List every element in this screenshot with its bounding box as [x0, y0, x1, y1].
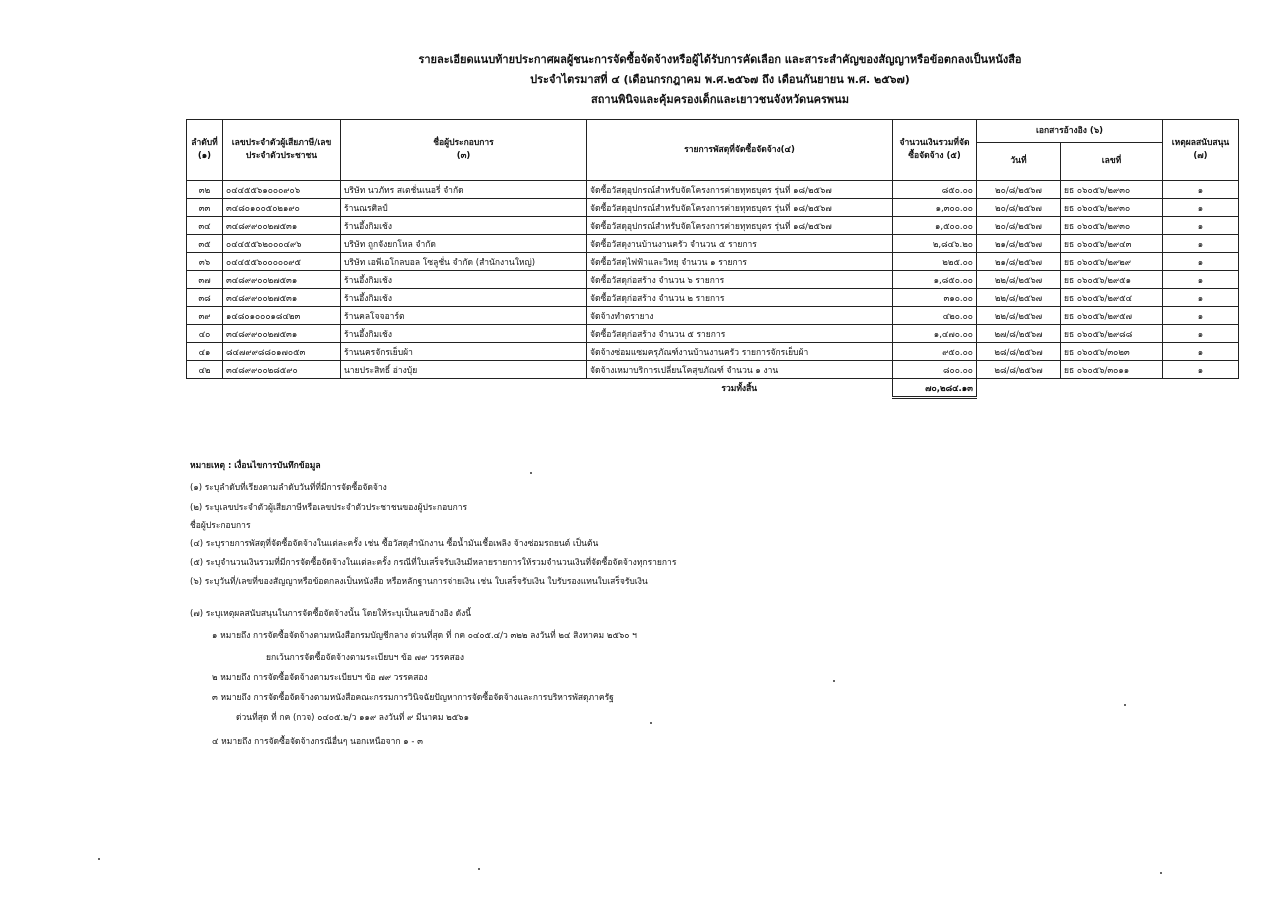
document-period: ประจำไตรมาสที่ ๔ (เดือนกรกฎาคม พ.ศ.๒๕๖๗ ถึง เดือนกันยายน พ.ศ. ๒๕๖๗) [530, 73, 910, 86]
table-row [187, 235, 1239, 253]
row-reason: ๑ [1163, 289, 1239, 307]
row-item: จัดซื้อวัสดุก่อสร้าง จำนวน ๕ รายการ [587, 325, 893, 343]
col-header-vendor-number: (๓) [456, 151, 471, 161]
col-header-ref-date: วันที่ [977, 143, 1061, 181]
row-taxid: ๐๔๔๕๕๖๒๐๐๐๔๙๖ [223, 235, 341, 253]
row-vendor: ร้านคลโจจอาร์ต [341, 307, 587, 325]
table-row [187, 199, 1239, 217]
note-3: ชื่อผู้ประกอบการ [190, 521, 251, 531]
row-number: ๓๓ [187, 199, 223, 217]
table-row [187, 325, 1239, 343]
row-item: จัดซื้อวัสดุไฟฟ้าและวิทยุ จำนวน ๑ รายการ [587, 253, 893, 271]
reason-3-line2: ด่วนที่สุด ที่ กค (กวจ) ๐๔๐๕.๒/ว ๑๑๙ ลงวันที่ ๙ มีนาคม ๒๕๖๑ [236, 713, 469, 723]
total-row [187, 379, 1239, 398]
row-taxid: ๓๔๘๐๑๐๐๕๐๒๑๙๐ [223, 199, 341, 217]
row-amount: ๑,๓๐๐.๐๐ [893, 199, 977, 217]
row-ref-number: ยธ ๐๖๐๕๖/๒๙๕๑ [1061, 271, 1163, 289]
procurement-table [186, 119, 1239, 399]
row-ref-date: ๒๗/๘/๒๕๖๗ [977, 325, 1061, 343]
row-reason: ๑ [1163, 217, 1239, 235]
table-row [187, 307, 1239, 325]
row-taxid: ๓๔๘๙๙๐๐๒๗๕๓๑ [223, 217, 341, 235]
col-header-reason: เหตุผลสนับสนุน (๗) [1163, 120, 1239, 181]
row-ref-number: ยธ ๐๖๐๕๖/๒๙๕๗ [1061, 307, 1163, 325]
row-taxid: ๐๔๔๕๕๖๐๐๐๐๐๙๕ [223, 253, 341, 271]
table-row [187, 181, 1239, 199]
row-vendor: ร้านนครจักรเย็บผ้า [341, 343, 587, 361]
row-ref-date: ๒๒/๘/๒๕๖๗ [977, 289, 1061, 307]
table-row [187, 253, 1239, 271]
row-item: จัดซื้อวัสดุก่อสร้าง จำนวน ๖ รายการ [587, 271, 893, 289]
row-ref-date: ๒๘/๘/๒๕๖๗ [977, 343, 1061, 361]
row-ref-number: ยธ ๐๖๐๕๖/๒๙๕๔ [1061, 289, 1163, 307]
row-ref-number: ยธ ๐๖๐๕๖/๒๙๒๙ [1061, 253, 1163, 271]
row-ref-date: ๒๒/๘/๒๕๖๗ [977, 271, 1061, 289]
reason-3-line1: ๓ หมายถึง การจัดซื้อจัดจ้างตามหนังสือคณะกรรมการวินิจฉัยปัญหาการจัดซื้อจัดจ้างและการบริหารพัสดุภาครัฐ [212, 693, 614, 703]
total-value: ๗๐,๒๘๔.๑๓ [893, 379, 977, 398]
row-ref-date: ๒๐/๘/๒๕๖๗ [977, 181, 1061, 199]
row-vendor: นายประสิทธิ์ อ่างบุ้ย [341, 361, 587, 379]
row-item: จัดจ้างเหมาบริการเปลี่ยนโคสุขภัณฑ์ จำนวน ๑ งาน [587, 361, 893, 379]
row-ref-number: ยธ ๐๖๐๕๖/๒๙๓๐ [1061, 199, 1163, 217]
row-taxid: ๘๔๗๙๙๘๘๐๑๗๐๕๓ [223, 343, 341, 361]
row-reason: ๑ [1163, 181, 1239, 199]
row-amount: ๘๐๐.๐๐ [893, 361, 977, 379]
col-header-taxid: เลขประจำตัวผู้เสียภาษี/เลขประจำตัวประชาชน [223, 120, 341, 181]
row-item: จัดซื้อวัสดุอุปกรณ์สำหรับจัดโครงการค่ายทุทธบุตร รุ่นที่ ๑๘/๒๕๖๗ [587, 199, 893, 217]
reason-1-line1: ๑ หมายถึง การจัดซื้อจัดจ้างตามหนังสือกรมบัญชีกลาง ด่วนที่สุด ที่ กค ๐๔๐๕.๔/ว ๓๒๒ ลงวันที่ ๒๔ สิงหาคม ๒๕๖๐ ฯ [212, 631, 637, 641]
row-vendor: ร้านณรศิลป์ [341, 199, 587, 217]
row-ref-number: ยธ ๐๖๐๕๖/๒๙๓๐ [1061, 217, 1163, 235]
col-header-vendor [341, 120, 587, 181]
row-ref-number: ยธ ๐๖๐๕๖/๓๐๑๑ [1061, 361, 1163, 379]
document-agency: สถานพินิจและคุ้มครองเด็กและเยาวชนจังหวัดนครพนม [591, 93, 849, 106]
row-reason: ๑ [1163, 307, 1239, 325]
row-item: จัดซื้อวัสดุอุปกรณ์สำหรับจัดโครงการค่ายทุทธบุตร รุ่นที่ ๑๘/๒๕๖๗ [587, 181, 893, 199]
reason-2: ๒ หมายถึง การจัดซื้อจัดจ้างตามระเบียบฯ ข้อ ๗๙ วรรคสอง [212, 673, 428, 683]
row-reason: ๑ [1163, 343, 1239, 361]
row-number: ๓๖ [187, 253, 223, 271]
row-item: จัดซื้อวัสดุก่อสร้าง จำนวน ๒ รายการ [587, 289, 893, 307]
notes-title: หมายเหตุ : เงื่อนไขการบันทึกข้อมูล [190, 461, 321, 471]
row-number: ๔๒ [187, 361, 223, 379]
row-number: ๓๔ [187, 217, 223, 235]
row-amount: ๔๒๐.๐๐ [893, 307, 977, 325]
row-vendor: บริษัท ถูกจังยกโหล จำกัด [341, 235, 587, 253]
row-item: จัดจ้างซ่อมแซมครุภัณฑ์งานบ้านงานครัว รายการจักรเย็บผ้า [587, 343, 893, 361]
scan-speck [1124, 704, 1126, 706]
col-header-no: ลำดับที่ (๑) [187, 120, 223, 181]
row-number: ๓๗ [187, 271, 223, 289]
row-vendor: บริษัท นวภัทร สเตชั่นเนอรี่ จำกัด [341, 181, 587, 199]
table-row [187, 289, 1239, 307]
table-row [187, 343, 1239, 361]
row-vendor: ร้านอึ้งกิมเช้ง [341, 271, 587, 289]
row-reason: ๑ [1163, 361, 1239, 379]
scan-speck [650, 722, 652, 724]
row-amount: ๓๑๐.๐๐ [893, 289, 977, 307]
row-taxid: ๓๔๘๙๙๐๐๒๘๕๙๐ [223, 361, 341, 379]
note-2: (๒) ระบุเลขประจำตัวผู้เสียภาษีหรือเลขประจำตัวประชาชนของผู้ประกอบการ [190, 503, 468, 513]
row-item: จัดซื้อวัสดุอุปกรณ์สำหรับจัดโครงการค่ายทุทธบุตร รุ่นที่ ๑๘/๒๕๖๗ [587, 217, 893, 235]
row-reason: ๑ [1163, 235, 1239, 253]
note-4: (๔) ระบุรายการพัสดุที่จัดซื้อจัดจ้างในแต่ละครั้ง เช่น ซื้อวัสดุสำนักงาน ซื้อน้ำมันเชื้อเพลิง จ้างซ่อมรถยนต์ เป็นต้น [190, 539, 599, 549]
total-label: รวมทั้งสิ้น [721, 384, 758, 395]
total-spacer [187, 379, 587, 398]
row-vendor: ร้านอึ้งกิมเช้ง [341, 325, 587, 343]
note-5: (๕) ระบุจำนวนเงินรวมที่มีการจัดซื้อจัดจ้างในแต่ละครั้ง กรณีที่ใบเสร็จรับเงินมีหลายรายการให้รวมจำนวนเงินที่จัดซื้อจัดจ้างทุกรายการ [190, 558, 677, 568]
total-spacer-right [977, 379, 1239, 398]
table-row [187, 271, 1239, 289]
row-vendor: บริษัท เอพีเอโกลบอล โซลูชั่น จำกัด (สำนักงานใหญ่) [341, 253, 587, 271]
row-ref-number: ยธ ๐๖๐๕๖/๒๙๘๘ [1061, 325, 1163, 343]
row-ref-number: ยธ ๐๖๐๕๖/๓๐๒๓ [1061, 343, 1163, 361]
reason-1-line2: ยกเว้นการจัดซื้อจัดจ้างตามระเบียบฯ ข้อ ๗๙ วรรคสอง [266, 653, 465, 663]
col-header-item: รายการพัสดุที่จัดซื้อจัดจ้าง(๔) [587, 120, 893, 181]
note-6: (๖) ระบุวันที่/เลขที่ของสัญญาหรือข้อตกลงเป็นหนังสือ หรือหลักฐานการจ่ายเงิน เช่น ใบเสร็จรับเงิน ใบรับรองแทนใบเสร็จรับเงิน [190, 577, 648, 587]
scan-speck [833, 680, 835, 682]
table-body [187, 181, 1239, 379]
row-ref-date: ๒๑/๘/๒๕๖๗ [977, 235, 1061, 253]
row-item: จัดซื้อวัสดุงานบ้านงานครัว จำนวน ๕ รายการ [587, 235, 893, 253]
row-ref-date: ๒๐/๘/๒๕๖๗ [977, 217, 1061, 235]
row-reason: ๑ [1163, 325, 1239, 343]
scan-speck [478, 868, 480, 870]
row-taxid: ๐๔๔๕๕๖๑๐๐๐๙๐๖ [223, 181, 341, 199]
row-reason: ๑ [1163, 199, 1239, 217]
row-number: ๓๘ [187, 289, 223, 307]
note-1: (๑) ระบุลำดับที่เรียงตามลำดับวันที่ที่มีการจัดซื้อจัดจ้าง [190, 483, 387, 493]
row-amount: ๒๒๕.๐๐ [893, 253, 977, 271]
row-amount: ๙๕๐.๐๐ [893, 343, 977, 361]
note-7: (๗) ระบุเหตุผลสนับสนุนในการจัดซื้อจัดจ้างนั้น โดยให้ระบุเป็นเลขอ้างอิง ดังนี้ [190, 609, 472, 619]
row-ref-number: ยธ ๐๖๐๕๖/๒๙๓๐ [1061, 181, 1163, 199]
row-amount: ๘๕๐.๐๐ [893, 181, 977, 199]
row-vendor: ร้านอึ้งกิมเช้ง [341, 217, 587, 235]
row-number: ๔๑ [187, 343, 223, 361]
row-ref-date: ๒๘/๘/๒๕๖๗ [977, 361, 1061, 379]
row-item: จัดจ้างทำตรายาง [587, 307, 893, 325]
scan-speck [1160, 872, 1162, 874]
row-number: ๔๐ [187, 325, 223, 343]
scan-speck [98, 858, 100, 860]
row-number: ๓๕ [187, 235, 223, 253]
row-taxid: ๑๔๘๐๑๐๐๐๑๘๔๒๓ [223, 307, 341, 325]
row-amount: ๑,๘๕๐.๐๐ [893, 271, 977, 289]
row-ref-date: ๒๑/๘/๒๕๖๗ [977, 253, 1061, 271]
table-row [187, 217, 1239, 235]
scan-speck [530, 472, 532, 474]
row-ref-date: ๒๒/๘/๒๕๖๗ [977, 307, 1061, 325]
row-reason: ๑ [1163, 253, 1239, 271]
col-header-ref-group: เอกสารอ้างอิง (๖) [977, 120, 1163, 143]
document-title: รายละเอียดแนบท้ายประกาศผลผู้ชนะการจัดซื้อจัดจ้างหรือผู้ได้รับการคัดเลือก และสาระสำคัญของสัญญาหรือข้อตกลงเป็นหนังสือ [418, 53, 1022, 66]
row-number: ๓๒ [187, 181, 223, 199]
col-header-vendor-label: ชื่อผู้ประกอบการ [433, 138, 494, 148]
row-amount: ๑,๕๐๐.๐๐ [893, 217, 977, 235]
row-ref-date: ๒๐/๘/๒๕๖๗ [977, 199, 1061, 217]
reason-4: ๔ หมายถึง การจัดซื้อจัดจ้างกรณีอื่นๆ นอกเหนือจาก ๑ - ๓ [212, 737, 423, 747]
row-amount: ๒,๘๔๖.๒๐ [893, 235, 977, 253]
row-taxid: ๓๔๘๙๙๐๐๒๗๕๓๑ [223, 289, 341, 307]
row-taxid: ๓๔๘๙๙๐๐๒๗๕๓๑ [223, 271, 341, 289]
col-header-amount: จำนวนเงินรวมที่จัดซื้อจัดจ้าง (๕) [893, 120, 977, 181]
row-number: ๓๙ [187, 307, 223, 325]
row-reason: ๑ [1163, 271, 1239, 289]
row-amount: ๑,๔๗๐.๐๐ [893, 325, 977, 343]
row-ref-number: ยธ ๐๖๐๕๖/๒๙๔๓ [1061, 235, 1163, 253]
row-taxid: ๓๔๘๙๙๐๐๒๗๕๓๑ [223, 325, 341, 343]
col-header-ref-no: เลขที่ [1061, 143, 1163, 181]
table-row [187, 361, 1239, 379]
row-vendor: ร้านอึ้งกิมเช้ง [341, 289, 587, 307]
